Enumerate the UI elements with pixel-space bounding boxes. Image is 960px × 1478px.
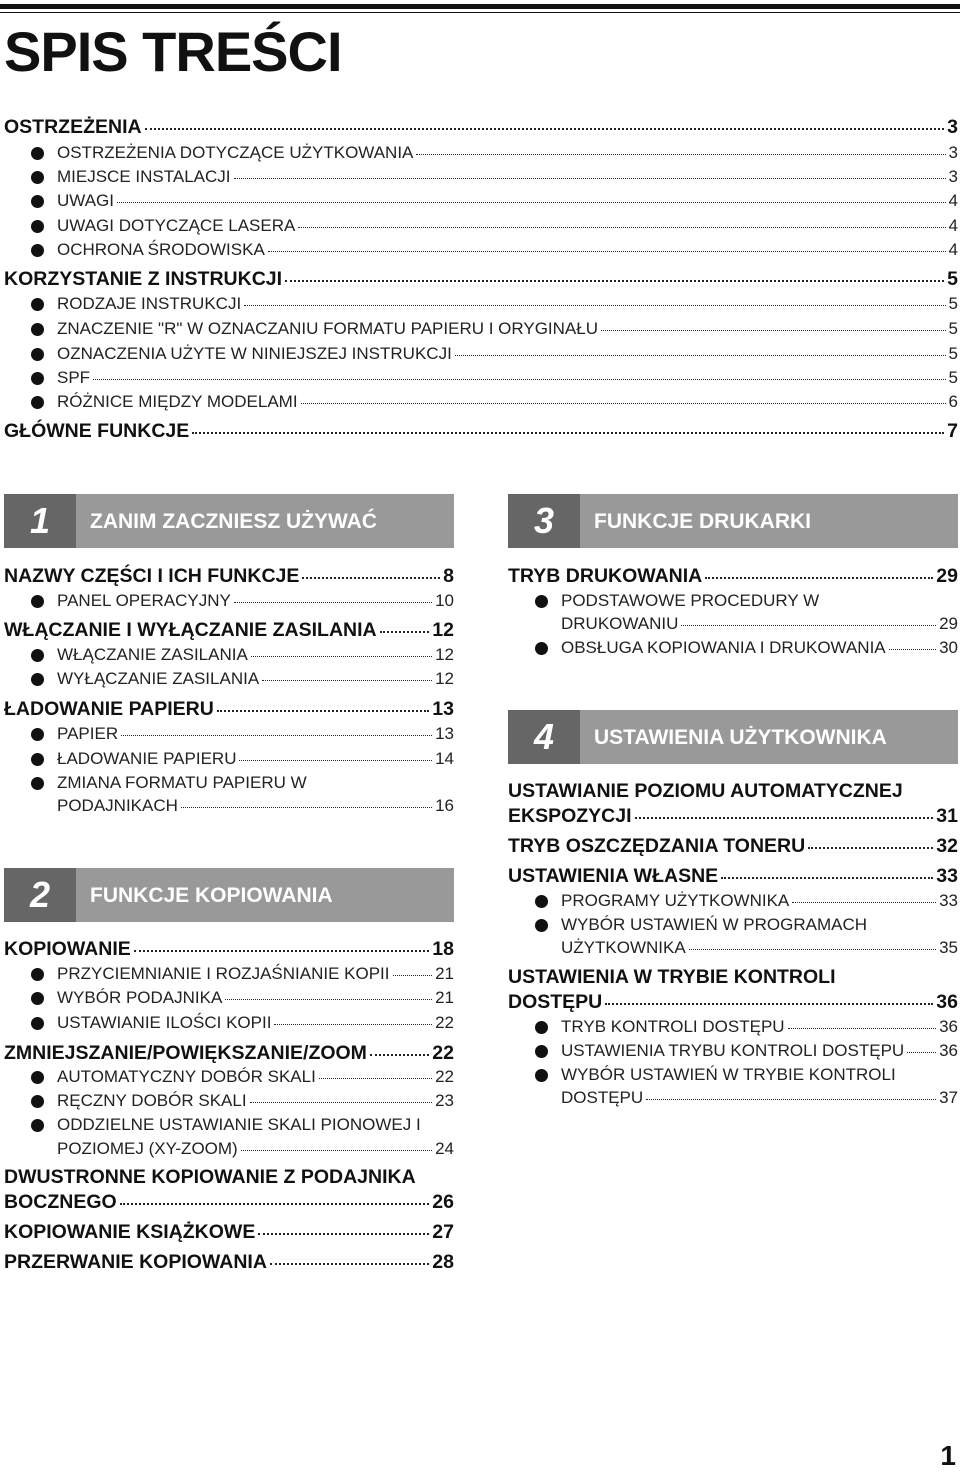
- toc-entry-line: ZMIANA FORMATU PAPIERU W: [57, 773, 307, 792]
- toc-entry-line: USTAWIENIA W TRYBIE KONTROLI: [508, 966, 836, 988]
- toc-entry[interactable]: UWAGI 4: [57, 191, 958, 210]
- toc-entry[interactable]: RÓŻNICE MIĘDZY MODELAMI 6: [57, 392, 958, 411]
- toc-entry[interactable]: GŁÓWNE FUNKCJE 7: [4, 420, 958, 442]
- toc-entry[interactable]: RODZAJE INSTRUKCJI 5: [57, 294, 958, 313]
- bullet-icon: [31, 968, 44, 981]
- toc-entry[interactable]: ZMNIEJSZANIE/POWIĘKSZANIE/ZOOM 22: [4, 1042, 454, 1064]
- bullet-icon: [31, 171, 44, 184]
- bullet-icon: [31, 753, 44, 766]
- toc-entry[interactable]: ŁADOWANIE PAPIERU 14: [57, 749, 454, 768]
- chapter-banner-4: [508, 710, 958, 764]
- toc-entry[interactable]: PAPIER 13: [57, 724, 454, 743]
- toc-entry-line: USTAWIANIE POZIOMU AUTOMATYCZNEJ: [508, 780, 903, 802]
- bullet-icon: [31, 992, 44, 1005]
- bullet-icon: [31, 244, 44, 257]
- toc-entry[interactable]: WŁĄCZANIE ZASILANIA 12: [57, 645, 454, 664]
- bullet-icon: [535, 1069, 548, 1082]
- bullet-icon: [31, 1071, 44, 1084]
- toc-entry[interactable]: OZNACZENIA UŻYTE W NINIEJSZEJ INSTRUKCJI 5: [57, 344, 958, 363]
- bullet-icon: [31, 147, 44, 160]
- bullet-icon: [535, 595, 548, 608]
- toc-entry-line: WYBÓR USTAWIEŃ W TRYBIE KONTROLI: [561, 1065, 896, 1084]
- chapter-number: 1: [4, 494, 76, 548]
- bullet-icon: [31, 1017, 44, 1030]
- bullet-icon: [535, 919, 548, 932]
- chapter-title: USTAWIENIA UŻYTKOWNIKA: [594, 726, 887, 749]
- toc-entry[interactable]: DRUKOWANIU 29: [561, 614, 958, 633]
- chapter-banner-1: [4, 494, 454, 548]
- toc-entry[interactable]: PRZYCIEMNIANIE I ROZJAŚNIANIE KOPII 21: [57, 964, 454, 983]
- bullet-icon: [31, 673, 44, 686]
- toc-entry[interactable]: OSTRZEŻENIA 3: [4, 116, 958, 138]
- chapter-banner-2: [4, 868, 454, 922]
- bullet-icon: [31, 777, 44, 790]
- toc-entry[interactable]: WYBÓR PODAJNIKA 21: [57, 988, 454, 1007]
- chapter-number: 3: [508, 494, 580, 548]
- toc-entry[interactable]: PRZERWANIE KOPIOWANIA 28: [4, 1251, 454, 1273]
- chapter-banner-3: [508, 494, 958, 548]
- toc-entry[interactable]: TRYB KONTROLI DOSTĘPU 36: [561, 1017, 958, 1036]
- toc-entry[interactable]: USTAWIANIE ILOŚCI KOPII 22: [57, 1013, 454, 1032]
- top-rule: [0, 4, 960, 9]
- bullet-icon: [535, 1021, 548, 1034]
- chapter-title: FUNKCJE KOPIOWANIA: [90, 884, 333, 907]
- toc-entry[interactable]: UŻYTKOWNIKA 35: [561, 938, 958, 957]
- chapter-title: FUNKCJE DRUKARKI: [594, 510, 812, 533]
- toc-entry[interactable]: KORZYSTANIE Z INSTRUKCJI 5: [4, 268, 958, 290]
- toc-entry-line: DWUSTRONNE KOPIOWANIE Z PODAJNIKA: [4, 1166, 416, 1188]
- toc-entry[interactable]: OBSŁUGA KOPIOWANIA I DRUKOWANIA 30: [561, 638, 958, 657]
- toc-entry[interactable]: USTAWIENIA TRYBU KONTROLI DOSTĘPU 36: [561, 1041, 958, 1060]
- bullet-icon: [31, 649, 44, 662]
- bullet-icon: [31, 298, 44, 311]
- toc-entry[interactable]: RĘCZNY DOBÓR SKALI 23: [57, 1091, 454, 1110]
- toc-entry[interactable]: MIEJSCE INSTALACJI 3: [57, 167, 958, 186]
- bullet-icon: [31, 1095, 44, 1108]
- toc-entry[interactable]: PODAJNIKACH 16: [57, 796, 454, 815]
- toc-entry[interactable]: PANEL OPERACYJNY 10: [57, 591, 454, 610]
- toc-entry[interactable]: KOPIOWANIE 18: [4, 938, 454, 960]
- bullet-icon: [31, 372, 44, 385]
- bullet-icon: [31, 1119, 44, 1132]
- toc-entry[interactable]: USTAWIENIA WŁASNE 33: [508, 865, 958, 887]
- bullet-icon: [31, 220, 44, 233]
- page-title: SPIS TREŚCI: [4, 20, 342, 83]
- toc-entry[interactable]: ŁADOWANIE PAPIERU 13: [4, 698, 454, 720]
- bullet-icon: [535, 642, 548, 655]
- bullet-icon: [535, 895, 548, 908]
- toc-entry-line: ODDZIELNE USTAWIANIE SKALI PIONOWEJ I: [57, 1115, 421, 1134]
- toc-entry[interactable]: KOPIOWANIE KSIĄŻKOWE 27: [4, 1221, 454, 1243]
- toc-entry[interactable]: WYŁĄCZANIE ZASILANIA 12: [57, 669, 454, 688]
- bullet-icon: [535, 1045, 548, 1058]
- chapter-number: 4: [508, 710, 580, 764]
- toc-entry[interactable]: SPF 5: [57, 368, 958, 387]
- bullet-icon: [31, 595, 44, 608]
- bullet-icon: [31, 396, 44, 409]
- toc-entry[interactable]: POZIOMEJ (XY-ZOOM) 24: [57, 1139, 454, 1158]
- toc-entry-line: WYBÓR USTAWIEŃ W PROGRAMACH: [561, 915, 867, 934]
- toc-entry[interactable]: DOSTĘPU 36: [508, 991, 958, 1013]
- toc-entry[interactable]: WŁĄCZANIE I WYŁĄCZANIE ZASILANIA 12: [4, 619, 454, 641]
- toc-entry[interactable]: PROGRAMY UŻYTKOWNIKA 33: [561, 891, 958, 910]
- chapter-title: ZANIM ZACZNIESZ UŻYWAĆ: [90, 510, 377, 533]
- chapter-number: 2: [4, 868, 76, 922]
- page-number: 1: [940, 1440, 956, 1471]
- bullet-icon: [31, 728, 44, 741]
- bullet-icon: [31, 323, 44, 336]
- toc-entry[interactable]: ZNACZENIE "R" W OZNACZANIU FORMATU PAPIERU I ORYGINAŁU 5: [57, 319, 958, 338]
- bullet-icon: [31, 348, 44, 361]
- toc-entry[interactable]: UWAGI DOTYCZĄCE LASERA 4: [57, 216, 958, 235]
- toc-entry-line: PODSTAWOWE PROCEDURY W: [561, 591, 820, 610]
- toc-entry[interactable]: EKSPOZYCJI 31: [508, 805, 958, 827]
- top-rule-thin: [0, 12, 960, 13]
- toc-entry[interactable]: OCHRONA ŚRODOWISKA 4: [57, 240, 958, 259]
- toc-entry[interactable]: TRYB OSZCZĘDZANIA TONERU 32: [508, 835, 958, 857]
- toc-entry[interactable]: AUTOMATYCZNY DOBÓR SKALI 22: [57, 1067, 454, 1086]
- toc-entry[interactable]: OSTRZEŻENIA DOTYCZĄCE UŻYTKOWANIA 3: [57, 143, 958, 162]
- toc-entry[interactable]: NAZWY CZĘŚCI I ICH FUNKCJE 8: [4, 565, 454, 587]
- toc-entry[interactable]: TRYB DRUKOWANIA 29: [508, 565, 958, 587]
- bullet-icon: [31, 195, 44, 208]
- toc-entry[interactable]: DOSTĘPU 37: [561, 1088, 958, 1107]
- toc-entry[interactable]: BOCZNEGO 26: [4, 1191, 454, 1213]
